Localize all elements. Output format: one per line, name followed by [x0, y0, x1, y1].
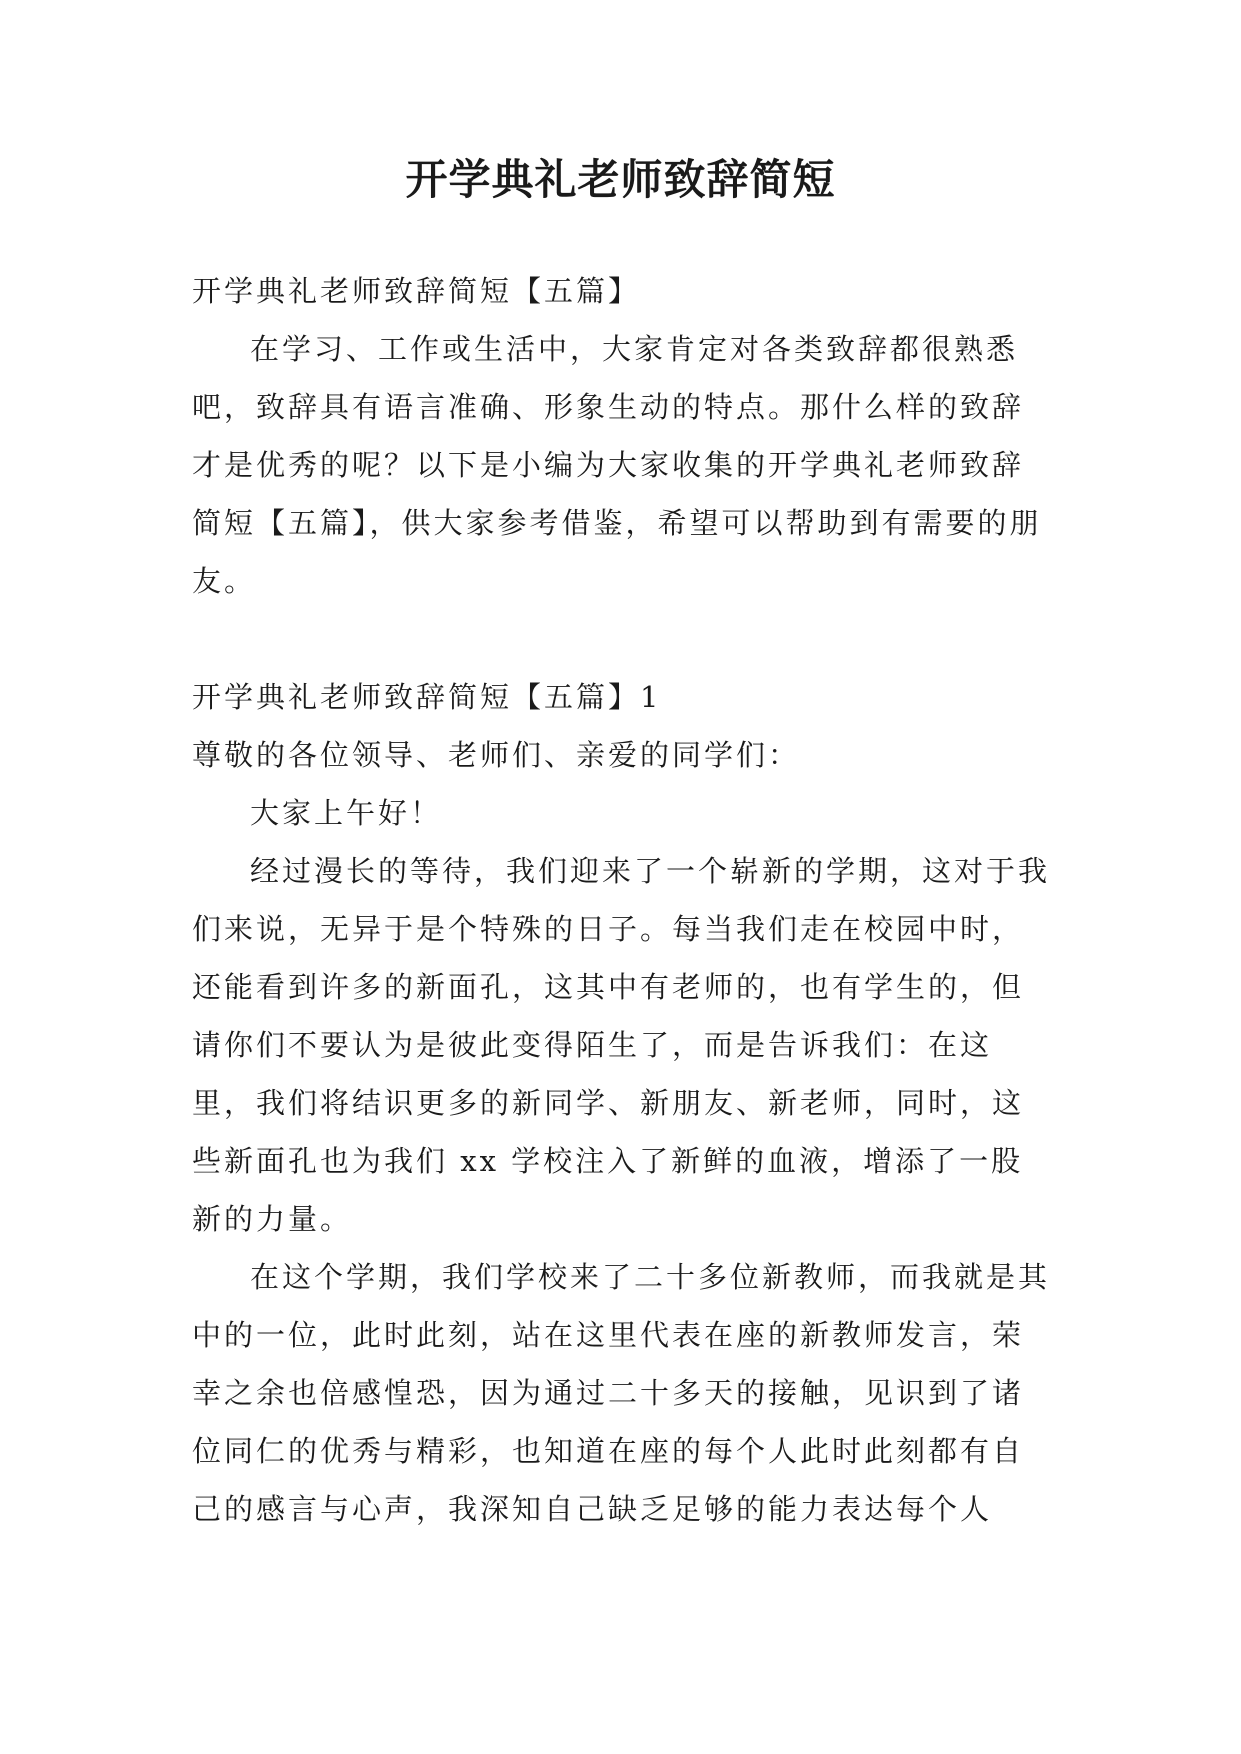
document-body	[192, 262, 1052, 1538]
document-title: 开学典礼老师致辞简短	[405, 155, 836, 204]
section-heading: 开学典礼老师致辞简短【五篇】1	[192, 680, 662, 714]
intro-paragraph: 在学习、工作或生活中，大家肯定对各类致辞都很熟悉吧，致辞具有语言准确、形象生动的特点。那什么样的致辞才是优秀的呢？以下是小编为大家收集的开学典礼老师致辞简短【五篇】，供大家参考借鉴，希望可以帮助到有需要的朋友。	[192, 332, 1042, 598]
salutation: 尊敬的各位领导、老师们、亲爱的同学们：	[192, 738, 801, 772]
body-paragraph: 在这个学期，我们学校来了二十多位新教师，而我就是其中的一位，此时此刻，站在这里代表在座的新教师发言，荣幸之余也倍感惶恐，因为通过二十多天的接触，见识到了诸位同仁的优秀与精彩，也知道在座的每个人此时此刻都有自己的感言与心声，我深知自己缺乏足够的能力表达每个人	[192, 1260, 1051, 1526]
section-spacer	[192, 610, 1052, 668]
greeting: 大家上午好！	[250, 796, 443, 830]
document-subtitle: 开学典礼老师致辞简短【五篇】	[192, 274, 641, 308]
body-paragraph: 经过漫长的等待，我们迎来了一个崭新的学期，这对于我们来说，无异于是个特殊的日子。每当我们走在校园中时，还能看到许多的新面孔，这其中有老师的，也有学生的，但请你们不要认为是彼此变得陌生了，而是告诉我们：在这里，我们将结识更多的新同学、新朋友、新老师，同时，这些新面孔也为我们 xx 学校注入了新鲜的血液，增添了一股新的力量。	[192, 854, 1051, 1236]
